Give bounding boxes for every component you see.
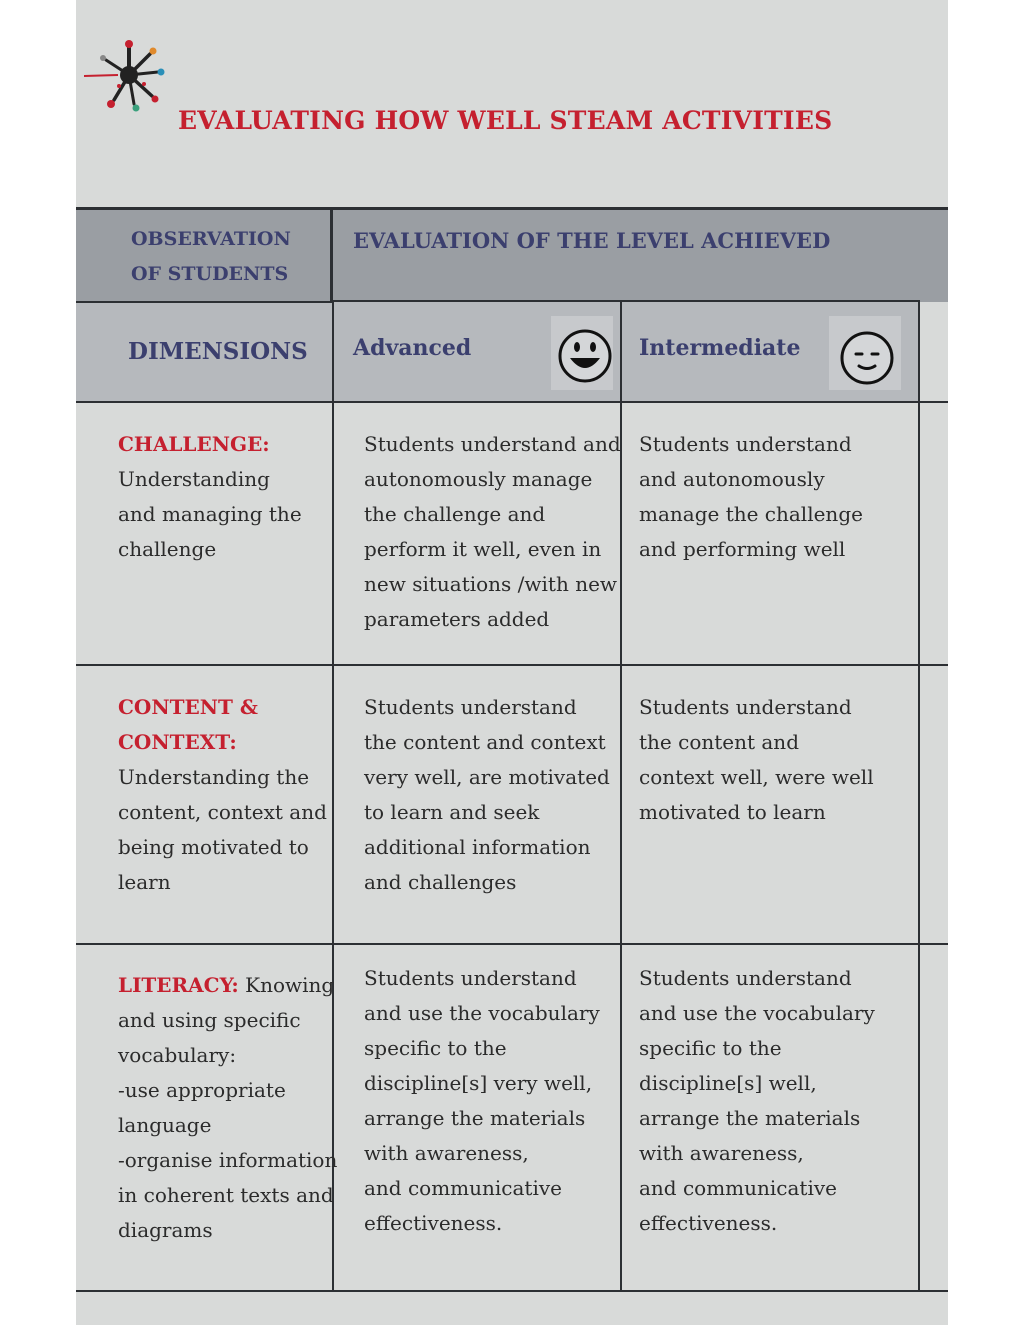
text-line: new situations /with new — [364, 572, 618, 596]
text-line: Students understand and — [364, 432, 621, 456]
dimension-title: CONTEXT: — [118, 730, 237, 754]
text-line: additional information — [364, 835, 591, 859]
text-line: the challenge and — [364, 502, 546, 526]
dimension-cell-challenge — [118, 427, 302, 567]
grid-line — [76, 1290, 948, 1292]
text-line: specific to the — [639, 1036, 782, 1060]
text-line: diagrams — [118, 1218, 213, 1242]
text-line: and communicative — [639, 1176, 837, 1200]
text-line: arrange the materials — [364, 1106, 586, 1130]
text-line: with awareness, — [364, 1141, 529, 1165]
level-advanced-label: Advanced — [353, 335, 472, 361]
text-line: language — [118, 1113, 212, 1137]
text-line: challenge — [118, 537, 217, 561]
text-line: vocabulary: — [118, 1043, 237, 1067]
document-title: EVALUATING HOW WELL STEAM ACTIVITIES — [178, 106, 833, 135]
level-header-spacer — [920, 302, 948, 402]
text-line: learn — [118, 870, 171, 894]
advanced-face-box — [551, 316, 613, 390]
text-line: context well, were well — [639, 765, 874, 789]
text-line: and communicative — [364, 1176, 562, 1200]
text-line: Students understand — [639, 966, 852, 990]
text-line: perform it well, even in — [364, 537, 602, 561]
slightly-smiling-face-icon — [829, 316, 901, 390]
text-line: discipline[s] very well, — [364, 1071, 593, 1095]
text-line: and use the vocabulary — [364, 1001, 600, 1025]
smiling-face-icon — [551, 316, 613, 390]
text-line: manage the challenge — [639, 502, 863, 526]
text-line: effectiveness. — [364, 1211, 503, 1235]
text-line: Students understand — [639, 695, 852, 719]
advanced-cell-content-context — [364, 690, 610, 900]
text-line: Students understand — [364, 966, 577, 990]
text-line: parameters added — [364, 607, 550, 631]
text-line: the content and context — [364, 730, 606, 754]
text-line: Students understand — [364, 695, 577, 719]
dimension-cell-content-context — [118, 690, 327, 900]
grid-line — [333, 300, 920, 302]
text-line: and performing well — [639, 537, 846, 561]
dimensions-header-label: DIMENSIONS — [128, 338, 308, 365]
evaluation-header-border — [333, 207, 948, 210]
dimension-cell-literacy — [118, 968, 337, 1248]
text-line: discipline[s] well, — [639, 1071, 817, 1095]
text-line: and challenges — [364, 870, 517, 894]
text-line: Understanding the — [118, 765, 310, 789]
text-line: motivated to learn — [639, 800, 826, 824]
text-line: Understanding — [118, 467, 270, 491]
text-fragment: Knowing — [238, 973, 335, 997]
text-line: being motivated to — [118, 835, 309, 859]
text-line: very well, are motivated — [364, 765, 610, 789]
level-intermediate-label: Intermediate — [639, 335, 801, 361]
dimension-title: LITERACY: — [118, 973, 239, 997]
text-line: autonomously manage — [364, 467, 593, 491]
text-line: -use appropriate — [118, 1078, 286, 1102]
text-line: the content and — [639, 730, 799, 754]
observation-header-label: OBSERVATION OF STUDENTS — [131, 228, 291, 285]
evaluation-header-label: EVALUATION OF THE LEVEL ACHIEVED — [353, 228, 831, 253]
intermediate-cell-literacy — [639, 961, 875, 1241]
text-line: -organise information — [118, 1148, 338, 1172]
text-line: and autonomously — [639, 467, 825, 491]
text-line: and use the vocabulary — [639, 1001, 875, 1025]
splash-logo-icon — [84, 40, 174, 115]
grid-line — [918, 302, 920, 1292]
intermediate-face-box — [829, 316, 901, 390]
grid-line — [76, 401, 948, 403]
advanced-cell-challenge — [364, 427, 621, 637]
grid-line — [76, 943, 948, 945]
dimension-title: CHALLENGE: — [118, 432, 270, 456]
intermediate-cell-content-context — [639, 690, 874, 830]
grid-line — [76, 301, 334, 303]
text-line: to learn and seek — [364, 800, 540, 824]
text-line: specific to the — [364, 1036, 507, 1060]
text-line: with awareness, — [639, 1141, 804, 1165]
text-line: and using specific — [118, 1008, 301, 1032]
text-line: Students understand — [639, 432, 852, 456]
text-line: content, context and — [118, 800, 327, 824]
dimension-title: CONTENT & — [118, 695, 258, 719]
text-line — [118, 968, 337, 1003]
intermediate-cell-challenge — [639, 427, 863, 567]
text-line: in coherent texts and — [118, 1183, 334, 1207]
text-line: effectiveness. — [639, 1211, 778, 1235]
grid-line — [76, 664, 948, 666]
advanced-cell-literacy — [364, 961, 600, 1241]
text-line: and managing the — [118, 502, 302, 526]
text-line: arrange the materials — [639, 1106, 861, 1130]
